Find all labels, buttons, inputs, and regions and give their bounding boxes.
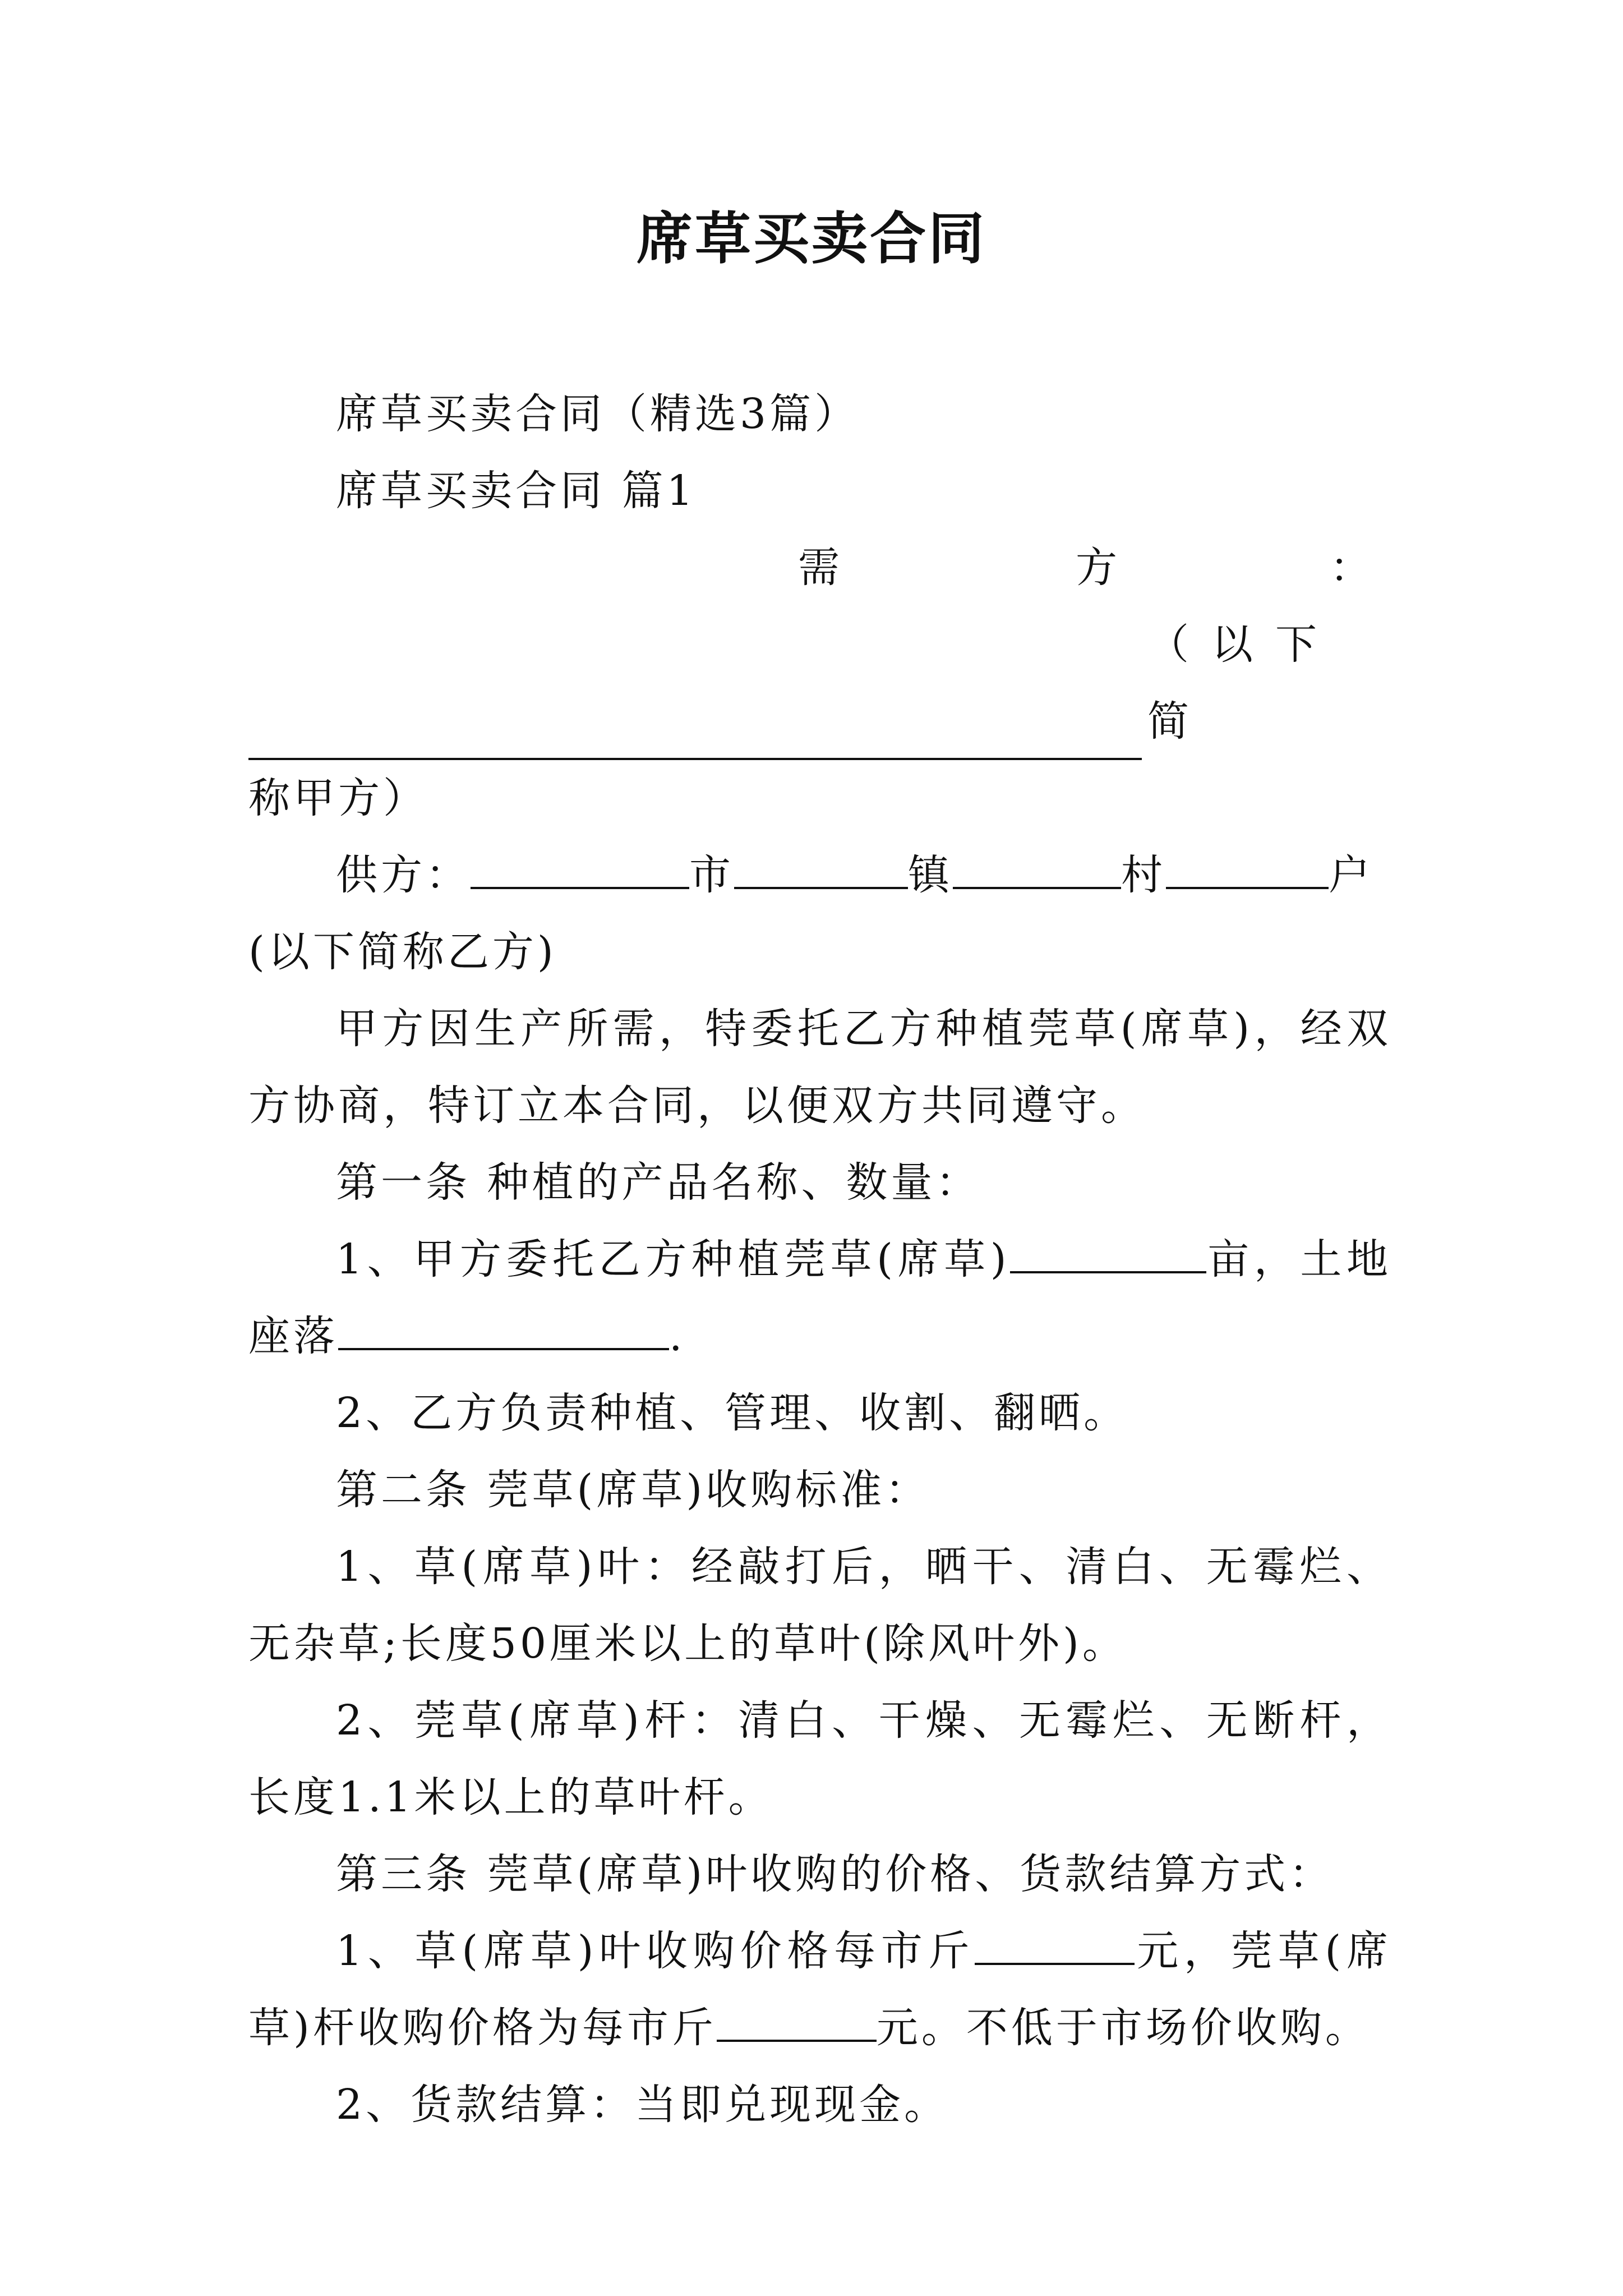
town-blank [734,842,908,889]
document-title: 席草买卖合同 [637,205,986,272]
city-blank [471,842,689,889]
acreage-blank [1010,1226,1206,1273]
household-blank [1166,842,1329,889]
article-3-title: 第三条 莞草(席草)叶收购的价格、货款结算方式： [336,1850,1334,1898]
article-1-item-1 [248,1221,1391,1375]
article-3-item-1-text-b: 元，莞草(席草)杆收购价格为每市斤 [248,1927,1391,2052]
article-1-item-1-text-b: 亩，土地座落 [248,1235,1391,1360]
article-1-item-2: 2、乙方负责种植、管理、收割、翻晒。 [336,1389,1129,1437]
supply-party-abbrev: (以下简称乙方) [248,928,557,976]
demand-party-abbrev: （以下简 [1147,620,1340,746]
article-2-title: 第二条 莞草(席草)收购标准： [336,1466,930,1514]
article-2-item-1: 1、草(席草)叶：经敲打后，晒干、清白、无霉烂、无杂草;长度50厘米以上的草叶(除风叶外)。 [248,1543,1391,1668]
supply-party-label: 供方： [336,851,471,899]
article-3-item-1 [248,1913,1391,2067]
article-1-item-1-text-c: . [669,1312,686,1360]
leaf-price-blank [975,1918,1135,1965]
town-label: 镇 [908,851,953,899]
article-3-item-1-text-c: 元。不低于市场价收购。 [876,2004,1370,2052]
section-heading: 席草买卖合同 篇1 [336,467,697,515]
demand-label-char-1: 需 [798,544,843,592]
city-label: 市 [689,851,734,899]
demand-label-colon: ： [1330,544,1375,592]
article-1-item-1-text-a: 1、甲方委托乙方种植莞草(席草) [336,1235,1010,1283]
intro-paragraph: 甲方因生产所需，特委托乙方种植莞草(席草)，经双方协商，特订立本合同，以便双方共同遵守。 [248,1005,1391,1130]
article-3-item-1-text-a: 1、草(席草)叶收购价格每市斤 [336,1927,975,1975]
demand-party-abbrev-cont: 称甲方） [248,774,428,822]
village-label: 村 [1121,851,1166,899]
supply-party-line [248,837,1391,914]
article-2-item-2: 2、莞草(席草)杆：清白、干燥、无霉烂、无断杆，长度1.1米以上的草叶杆。 [248,1696,1391,1821]
subtitle: 席草买卖合同（精选3篇） [336,390,860,438]
demand-party-label-line [248,530,1391,606]
article-3-item-2: 2、货款结算：当即兑现现金。 [336,2081,949,2129]
document-body [248,376,1391,2143]
household-label: 户 [1329,851,1373,899]
village-blank [953,842,1121,889]
location-blank [338,1303,669,1350]
demand-party-name-blank [248,713,1142,760]
demand-party-blank-line [248,606,1391,760]
article-1-title: 第一条 种植的产品名称、数量： [336,1158,981,1207]
demand-label-char-2: 方 [1076,544,1121,592]
stalk-price-blank [717,1995,877,2042]
